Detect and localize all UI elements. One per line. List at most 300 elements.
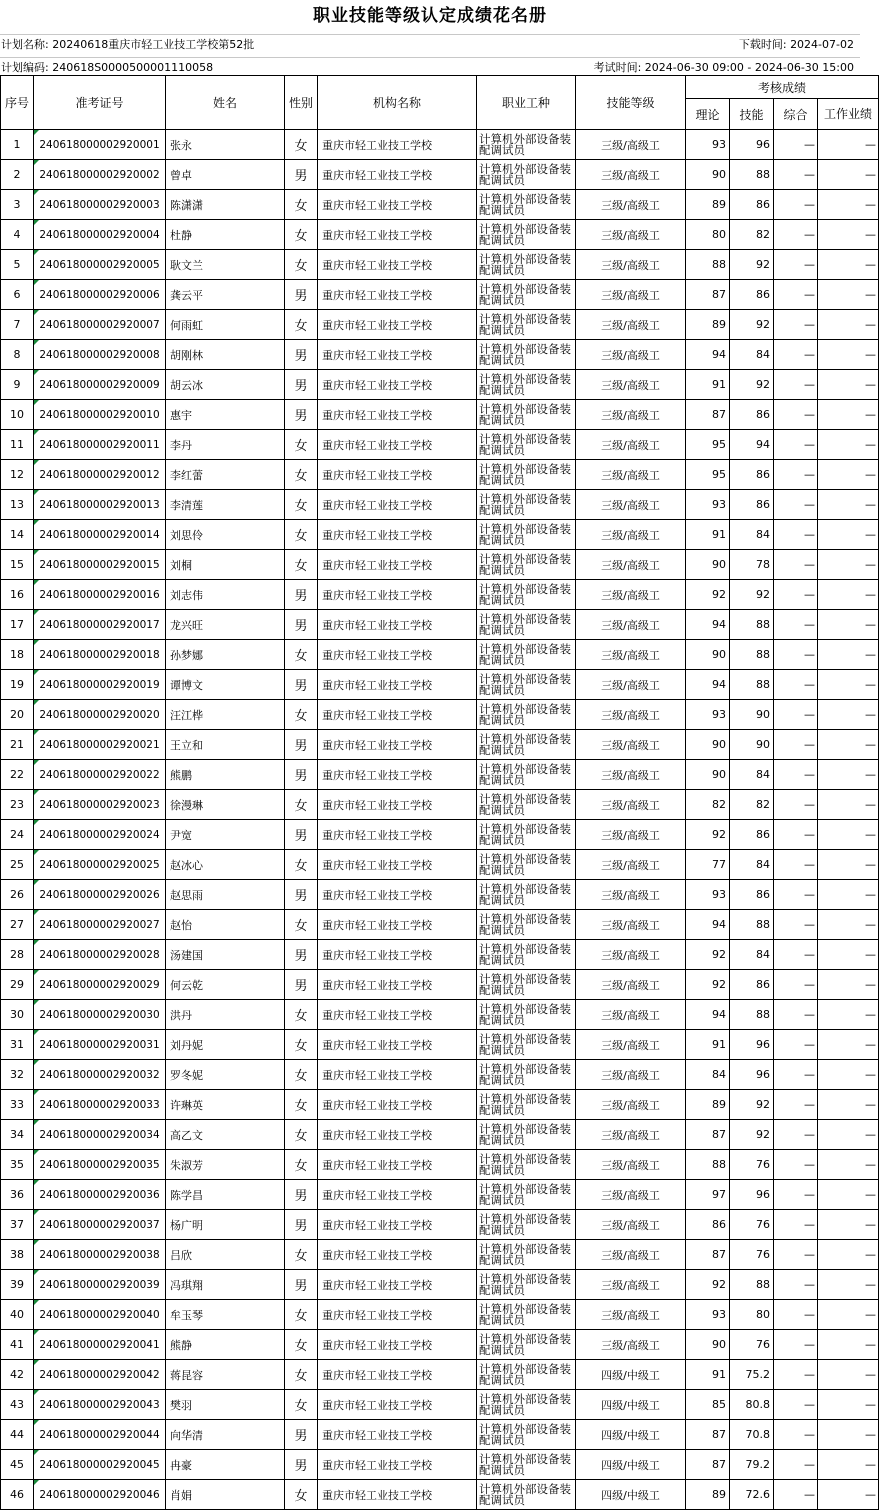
gender: 女 (285, 430, 318, 460)
download-time (739, 35, 854, 55)
exam-time-value: 2024-06-30 09:00 - 2024-06-30 15:00 (644, 61, 854, 74)
org-name: 重庆市轻工业技工学校 (318, 370, 477, 400)
ticket-number: 240618000002920014 (34, 520, 166, 550)
org-name: 重庆市轻工业技工学校 (318, 1300, 477, 1330)
candidate-name: 刘志伟 (166, 580, 285, 610)
row-no: 1 (1, 130, 34, 160)
theory-score: 90 (686, 730, 730, 760)
gender: 女 (285, 490, 318, 520)
row-no: 7 (1, 310, 34, 340)
skill-score: 84 (730, 760, 774, 790)
job-type: 计算机外部设备装配调试员 (477, 220, 576, 250)
skill-level: 四级/中级工 (576, 1420, 686, 1450)
skill-score: 76 (730, 1330, 774, 1360)
table-row (1, 1030, 879, 1060)
skill-score: 96 (730, 1060, 774, 1090)
gender: 男 (285, 760, 318, 790)
skill-score: 84 (730, 340, 774, 370)
overall-score: — (774, 1060, 818, 1090)
plan-name-value: 20240618重庆市轻工业技工学校第52批 (52, 38, 255, 51)
gender: 女 (285, 460, 318, 490)
work-score: — (818, 1120, 879, 1150)
overall-score: — (774, 1180, 818, 1210)
job-type: 计算机外部设备装配调试员 (477, 160, 576, 190)
table-row (1, 1330, 879, 1360)
work-score: — (818, 1090, 879, 1120)
plan-name (1, 35, 254, 55)
ticket-number: 240618000002920016 (34, 580, 166, 610)
org-name: 重庆市轻工业技工学校 (318, 1420, 477, 1450)
ticket-number: 240618000002920019 (34, 670, 166, 700)
skill-score: 79.2 (730, 1450, 774, 1480)
skill-level: 三级/高级工 (576, 190, 686, 220)
ticket-number: 240618000002920022 (34, 760, 166, 790)
skill-level: 三级/高级工 (576, 1180, 686, 1210)
skill-level: 三级/高级工 (576, 400, 686, 430)
row-no: 31 (1, 1030, 34, 1060)
job-type: 计算机外部设备装配调试员 (477, 1270, 576, 1300)
overall-score: — (774, 880, 818, 910)
row-no: 5 (1, 250, 34, 280)
skill-level: 三级/高级工 (576, 760, 686, 790)
theory-score: 91 (686, 520, 730, 550)
job-type: 计算机外部设备装配调试员 (477, 760, 576, 790)
table-row (1, 400, 879, 430)
skill-level: 三级/高级工 (576, 1060, 686, 1090)
theory-score: 93 (686, 130, 730, 160)
theory-score: 92 (686, 1270, 730, 1300)
gender: 女 (285, 1240, 318, 1270)
skill-score: 75.2 (730, 1360, 774, 1390)
plan-name-label: 计划名称: (1, 38, 53, 51)
work-score: — (818, 1210, 879, 1240)
work-score: — (818, 400, 879, 430)
skill-level: 三级/高级工 (576, 1150, 686, 1180)
row-no: 11 (1, 430, 34, 460)
gender: 女 (285, 1060, 318, 1090)
theory-score: 91 (686, 1030, 730, 1060)
gender: 女 (285, 1300, 318, 1330)
overall-score: — (774, 640, 818, 670)
theory-score: 86 (686, 1210, 730, 1240)
skill-level: 三级/高级工 (576, 730, 686, 760)
col-gender: 性别 (285, 76, 318, 130)
job-type: 计算机外部设备装配调试员 (477, 1210, 576, 1240)
row-no: 2 (1, 160, 34, 190)
row-no: 33 (1, 1090, 34, 1120)
overall-score: — (774, 310, 818, 340)
job-type: 计算机外部设备装配调试员 (477, 610, 576, 640)
row-no: 42 (1, 1360, 34, 1390)
theory-score: 95 (686, 430, 730, 460)
col-name: 姓名 (166, 76, 285, 130)
skill-level: 三级/高级工 (576, 850, 686, 880)
table-row (1, 160, 879, 190)
skill-score: 96 (730, 1030, 774, 1060)
table-row (1, 310, 879, 340)
skill-score: 82 (730, 790, 774, 820)
table-row (1, 220, 879, 250)
gender: 男 (285, 940, 318, 970)
candidate-name: 杜静 (166, 220, 285, 250)
table-row (1, 1450, 879, 1480)
skill-level: 四级/中级工 (576, 1450, 686, 1480)
theory-score: 94 (686, 610, 730, 640)
skill-score: 90 (730, 730, 774, 760)
job-type: 计算机外部设备装配调试员 (477, 1300, 576, 1330)
overall-score: — (774, 1390, 818, 1420)
work-score: — (818, 280, 879, 310)
candidate-name: 杨广明 (166, 1210, 285, 1240)
table-row (1, 490, 879, 520)
table-row (1, 1300, 879, 1330)
work-score: — (818, 370, 879, 400)
job-type: 计算机外部设备装配调试员 (477, 280, 576, 310)
col-org: 机构名称 (318, 76, 477, 130)
gender: 女 (285, 640, 318, 670)
candidate-name: 胡云冰 (166, 370, 285, 400)
skill-score: 86 (730, 970, 774, 1000)
theory-score: 87 (686, 1420, 730, 1450)
work-score: — (818, 940, 879, 970)
row-no: 36 (1, 1180, 34, 1210)
row-no: 38 (1, 1240, 34, 1270)
table-row (1, 790, 879, 820)
work-score: — (818, 790, 879, 820)
skill-score: 80 (730, 1300, 774, 1330)
overall-score: — (774, 130, 818, 160)
gender: 女 (285, 1000, 318, 1030)
theory-score: 87 (686, 280, 730, 310)
candidate-name: 向华清 (166, 1420, 285, 1450)
org-name: 重庆市轻工业技工学校 (318, 580, 477, 610)
skill-score: 92 (730, 580, 774, 610)
theory-score: 93 (686, 700, 730, 730)
table-row (1, 370, 879, 400)
org-name: 重庆市轻工业技工学校 (318, 280, 477, 310)
org-name: 重庆市轻工业技工学校 (318, 910, 477, 940)
org-name: 重庆市轻工业技工学校 (318, 1210, 477, 1240)
ticket-number: 240618000002920012 (34, 460, 166, 490)
skill-level: 三级/高级工 (576, 1270, 686, 1300)
org-name: 重庆市轻工业技工学校 (318, 1240, 477, 1270)
theory-score: 90 (686, 550, 730, 580)
ticket-number: 240618000002920043 (34, 1390, 166, 1420)
candidate-name: 胡刚林 (166, 340, 285, 370)
skill-level: 三级/高级工 (576, 880, 686, 910)
work-score: — (818, 670, 879, 700)
work-score: — (818, 1390, 879, 1420)
row-no: 41 (1, 1330, 34, 1360)
skill-score: 92 (730, 250, 774, 280)
row-no: 40 (1, 1300, 34, 1330)
theory-score: 90 (686, 760, 730, 790)
overall-score: — (774, 1000, 818, 1030)
skill-score: 92 (730, 310, 774, 340)
skill-level: 三级/高级工 (576, 1030, 686, 1060)
work-score: — (818, 1000, 879, 1030)
gender: 男 (285, 1270, 318, 1300)
row-no: 3 (1, 190, 34, 220)
table-row (1, 700, 879, 730)
ticket-number: 240618000002920017 (34, 610, 166, 640)
candidate-name: 刘思伶 (166, 520, 285, 550)
plan-name-row (0, 34, 860, 55)
overall-score: — (774, 850, 818, 880)
job-type: 计算机外部设备装配调试员 (477, 580, 576, 610)
row-no: 4 (1, 220, 34, 250)
table-row (1, 430, 879, 460)
col-theory: 理论 (686, 99, 730, 130)
work-score: — (818, 640, 879, 670)
table-row (1, 640, 879, 670)
overall-score: — (774, 1300, 818, 1330)
theory-score: 95 (686, 460, 730, 490)
skill-score: 84 (730, 940, 774, 970)
candidate-name: 朱淑芳 (166, 1150, 285, 1180)
skill-score: 90 (730, 700, 774, 730)
gender: 男 (285, 970, 318, 1000)
overall-score: — (774, 1330, 818, 1360)
row-no: 10 (1, 400, 34, 430)
overall-score: — (774, 790, 818, 820)
row-no: 32 (1, 1060, 34, 1090)
skill-level: 三级/高级工 (576, 160, 686, 190)
skill-score: 88 (730, 640, 774, 670)
org-name: 重庆市轻工业技工学校 (318, 460, 477, 490)
org-name: 重庆市轻工业技工学校 (318, 340, 477, 370)
ticket-number: 240618000002920042 (34, 1360, 166, 1390)
ticket-number: 240618000002920007 (34, 310, 166, 340)
theory-score: 89 (686, 310, 730, 340)
row-no: 29 (1, 970, 34, 1000)
ticket-number: 240618000002920032 (34, 1060, 166, 1090)
gender: 男 (285, 400, 318, 430)
candidate-name: 吕欣 (166, 1240, 285, 1270)
gender: 男 (285, 160, 318, 190)
org-name: 重庆市轻工业技工学校 (318, 520, 477, 550)
col-overall: 综合 (774, 99, 818, 130)
gender: 男 (285, 280, 318, 310)
skill-level: 三级/高级工 (576, 610, 686, 640)
table-row (1, 550, 879, 580)
table-row (1, 940, 879, 970)
work-score: — (818, 970, 879, 1000)
table-row (1, 1120, 879, 1150)
overall-score: — (774, 550, 818, 580)
gender: 女 (285, 1120, 318, 1150)
org-name: 重庆市轻工业技工学校 (318, 1000, 477, 1030)
ticket-number: 240618000002920036 (34, 1180, 166, 1210)
gender: 男 (285, 1180, 318, 1210)
candidate-name: 陈学昌 (166, 1180, 285, 1210)
overall-score: — (774, 1120, 818, 1150)
work-score: — (818, 490, 879, 520)
job-type: 计算机外部设备装配调试员 (477, 1120, 576, 1150)
theory-score: 92 (686, 580, 730, 610)
candidate-name: 张永 (166, 130, 285, 160)
candidate-name: 龚云平 (166, 280, 285, 310)
skill-score: 70.8 (730, 1420, 774, 1450)
row-no: 16 (1, 580, 34, 610)
gender: 男 (285, 580, 318, 610)
work-score: — (818, 310, 879, 340)
job-type: 计算机外部设备装配调试员 (477, 850, 576, 880)
row-no: 13 (1, 490, 34, 520)
page-title: 职业技能等级认定成绩花名册 (313, 6, 547, 26)
work-score: — (818, 760, 879, 790)
row-no: 44 (1, 1420, 34, 1450)
theory-score: 80 (686, 220, 730, 250)
skill-level: 三级/高级工 (576, 700, 686, 730)
ticket-number: 240618000002920037 (34, 1210, 166, 1240)
gender: 女 (285, 910, 318, 940)
theory-score: 91 (686, 370, 730, 400)
job-type: 计算机外部设备装配调试员 (477, 430, 576, 460)
row-no: 37 (1, 1210, 34, 1240)
org-name: 重庆市轻工业技工学校 (318, 1330, 477, 1360)
work-score: — (818, 1240, 879, 1270)
overall-score: — (774, 520, 818, 550)
ticket-number: 240618000002920045 (34, 1450, 166, 1480)
job-type: 计算机外部设备装配调试员 (477, 790, 576, 820)
job-type: 计算机外部设备装配调试员 (477, 1150, 576, 1180)
job-type: 计算机外部设备装配调试员 (477, 400, 576, 430)
work-score: — (818, 700, 879, 730)
table-row (1, 1150, 879, 1180)
ticket-number: 240618000002920023 (34, 790, 166, 820)
gender: 男 (285, 1210, 318, 1240)
candidate-name: 冯琪翔 (166, 1270, 285, 1300)
ticket-number: 240618000002920038 (34, 1240, 166, 1270)
row-no: 39 (1, 1270, 34, 1300)
row-no: 18 (1, 640, 34, 670)
skill-level: 三级/高级工 (576, 910, 686, 940)
skill-score: 88 (730, 160, 774, 190)
col-ticket: 准考证号 (34, 76, 166, 130)
theory-score: 87 (686, 1120, 730, 1150)
work-score: — (818, 430, 879, 460)
overall-score: — (774, 670, 818, 700)
work-score: — (818, 550, 879, 580)
ticket-number: 240618000002920005 (34, 250, 166, 280)
skill-score: 86 (730, 280, 774, 310)
row-no: 15 (1, 550, 34, 580)
skill-level: 四级/中级工 (576, 1390, 686, 1420)
overall-score: — (774, 910, 818, 940)
skill-score: 92 (730, 370, 774, 400)
candidate-name: 李清莲 (166, 490, 285, 520)
candidate-name: 赵怡 (166, 910, 285, 940)
work-score: — (818, 1180, 879, 1210)
org-name: 重庆市轻工业技工学校 (318, 790, 477, 820)
row-no: 12 (1, 460, 34, 490)
table-row (1, 190, 879, 220)
overall-score: — (774, 250, 818, 280)
job-type: 计算机外部设备装配调试员 (477, 1000, 576, 1030)
row-no: 22 (1, 760, 34, 790)
theory-score: 90 (686, 1330, 730, 1360)
overall-score: — (774, 160, 818, 190)
plan-code-label: 计划编码: (1, 61, 53, 74)
candidate-name: 牟玉琴 (166, 1300, 285, 1330)
ticket-number: 240618000002920028 (34, 940, 166, 970)
skill-level: 三级/高级工 (576, 430, 686, 460)
gender: 女 (285, 1480, 318, 1510)
table-row (1, 1060, 879, 1090)
candidate-name: 徐漫琳 (166, 790, 285, 820)
job-type: 计算机外部设备装配调试员 (477, 1390, 576, 1420)
row-no: 46 (1, 1480, 34, 1510)
candidate-name: 熊静 (166, 1330, 285, 1360)
ticket-number: 240618000002920002 (34, 160, 166, 190)
candidate-name: 许琳英 (166, 1090, 285, 1120)
theory-score: 94 (686, 670, 730, 700)
ticket-number: 240618000002920041 (34, 1330, 166, 1360)
work-score: — (818, 160, 879, 190)
job-type: 计算机外部设备装配调试员 (477, 1420, 576, 1450)
org-name: 重庆市轻工业技工学校 (318, 1120, 477, 1150)
work-score: — (818, 520, 879, 550)
theory-score: 93 (686, 880, 730, 910)
table-row (1, 1000, 879, 1030)
table-row (1, 1480, 879, 1510)
work-score: — (818, 1150, 879, 1180)
job-type: 计算机外部设备装配调试员 (477, 820, 576, 850)
table-row (1, 1210, 879, 1240)
work-score: — (818, 460, 879, 490)
ticket-number: 240618000002920021 (34, 730, 166, 760)
download-time-label: 下载时间: (738, 38, 791, 51)
overall-score: — (774, 1030, 818, 1060)
gender: 女 (285, 220, 318, 250)
overall-score: — (774, 700, 818, 730)
row-no: 24 (1, 820, 34, 850)
theory-score: 94 (686, 1000, 730, 1030)
org-name: 重庆市轻工业技工学校 (318, 490, 477, 520)
skill-level: 三级/高级工 (576, 1000, 686, 1030)
gender: 女 (285, 1030, 318, 1060)
skill-level: 三级/高级工 (576, 790, 686, 820)
org-name: 重庆市轻工业技工学校 (318, 1150, 477, 1180)
plan-code-value: 240618S0000500001110058 (52, 61, 214, 74)
theory-score: 92 (686, 940, 730, 970)
overall-score: — (774, 1420, 818, 1450)
candidate-name: 谭博文 (166, 670, 285, 700)
table-row (1, 250, 879, 280)
work-score: — (818, 910, 879, 940)
org-name: 重庆市轻工业技工学校 (318, 1090, 477, 1120)
gender: 女 (285, 250, 318, 280)
theory-score: 91 (686, 1360, 730, 1390)
work-score: — (818, 1450, 879, 1480)
candidate-name: 肖娟 (166, 1480, 285, 1510)
org-name: 重庆市轻工业技工学校 (318, 940, 477, 970)
row-no: 21 (1, 730, 34, 760)
row-no: 17 (1, 610, 34, 640)
job-type: 计算机外部设备装配调试员 (477, 1480, 576, 1510)
table-row (1, 670, 879, 700)
job-type: 计算机外部设备装配调试员 (477, 1240, 576, 1270)
table-row (1, 1090, 879, 1120)
org-name: 重庆市轻工业技工学校 (318, 610, 477, 640)
overall-score: — (774, 940, 818, 970)
row-no: 9 (1, 370, 34, 400)
ticket-number: 240618000002920033 (34, 1090, 166, 1120)
candidate-name: 龙兴旺 (166, 610, 285, 640)
skill-score: 84 (730, 520, 774, 550)
ticket-number: 240618000002920039 (34, 1270, 166, 1300)
